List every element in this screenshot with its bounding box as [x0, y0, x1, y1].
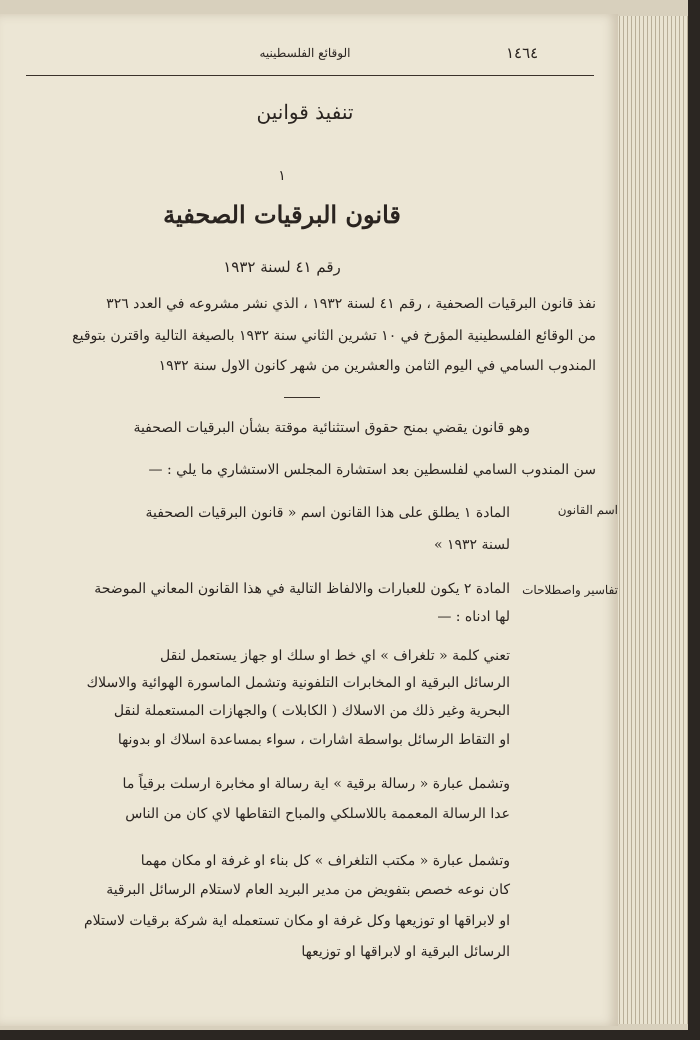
definition-line: البحرية وغير ذلك من الاسلاك ( الكابلات ) والجهازات المستعملة لنقل [113, 703, 510, 719]
preamble-enactment: سن المندوب السامي لفلسطين بعد استشارة المجلس الاستشاري ما يلي : — [148, 462, 596, 478]
law-title: قانون البرقيات الصحفية [163, 200, 401, 229]
definition-line: او التقاط الرسائل بواسطة اشارات ، سواء بمساعدة اسلاك او بدونها [117, 732, 510, 748]
notice-line: من الوقائع الفلسطينية المؤرخ في ١٠ تشرين الثاني سنة ١٩٣٢ بالصيغة التالية واقترن بتوقيع [72, 328, 596, 344]
margin-note-law-name: اسم القانون [557, 503, 618, 517]
article-2-line: المادة ٢ يكون للعبارات والالفاظ التالية في هذا القانون المعاني الموضحة [94, 581, 510, 597]
running-title: الوقائع الفلسطينيه [259, 46, 351, 60]
article-2-line: لها ادناه : — [437, 609, 510, 625]
definition-line: وتشمل عبارة « مكتب التلغراف » كل بناء او غرفة او مكان مهما [140, 853, 510, 869]
article-1-line: لسنة ١٩٣٢ » [433, 537, 510, 553]
law-number: رقم ٤١ لسنة ١٩٣٢ [223, 258, 341, 276]
page-edges [616, 16, 688, 1024]
article-1-line: المادة ١ يطلق على هذا القانون اسم « قانون البرقيات الصحفية [145, 505, 510, 521]
notice-line: المندوب السامي في اليوم الثامن والعشرين من شهر كانون الاول سنة ١٩٣٢ [158, 358, 596, 374]
definition-line: عدا الرسالة المعممة باللاسلكي والمباح التقاطها لاي كان من الناس [125, 806, 510, 822]
divider [284, 397, 320, 398]
margin-note-definitions: تفاسير واصطلاحات [522, 583, 618, 597]
definition-line: وتشمل عبارة « رسالة برقية » اية رسالة او مخابرة ارسلت برقياً ما [122, 776, 510, 792]
definition-line: كان نوعه خصص بتفويض من مدير البريد العام لاستلام الرسائل البرقية [106, 882, 510, 898]
definition-line: الرسائل البرقية او لابراقها او توزيعها [301, 944, 510, 960]
section-title: تنفيذ قوانين [256, 100, 354, 124]
header-rule [26, 75, 594, 76]
definition-line: الرسائل البرقية او المخابرات التلفونية وتشمل الماسورة الهوائية والاسلاك [86, 675, 510, 691]
definition-line: او لابراقها او توزيعها وكل غرفة او مكان تستعمله اية شركة برقيات لاستلام [83, 913, 510, 929]
item-number: ١ [278, 168, 286, 184]
notice-line: نفذ قانون البرقيات الصحفية ، رقم ٤١ لسنة ١٩٣٢ ، الذي نشر مشروعه في العدد ٣٢٦ [106, 296, 596, 312]
page-number: ١٤٦٤ [506, 44, 539, 62]
definition-line: تعني كلمة « تلغراف » اي خط او سلك او جهاز يستعمل لنقل [159, 648, 510, 664]
preamble-purpose: وهو قانون يقضي بمنح حقوق استثنائية موقتة بشأن البرقيات الصحفية [133, 420, 530, 436]
